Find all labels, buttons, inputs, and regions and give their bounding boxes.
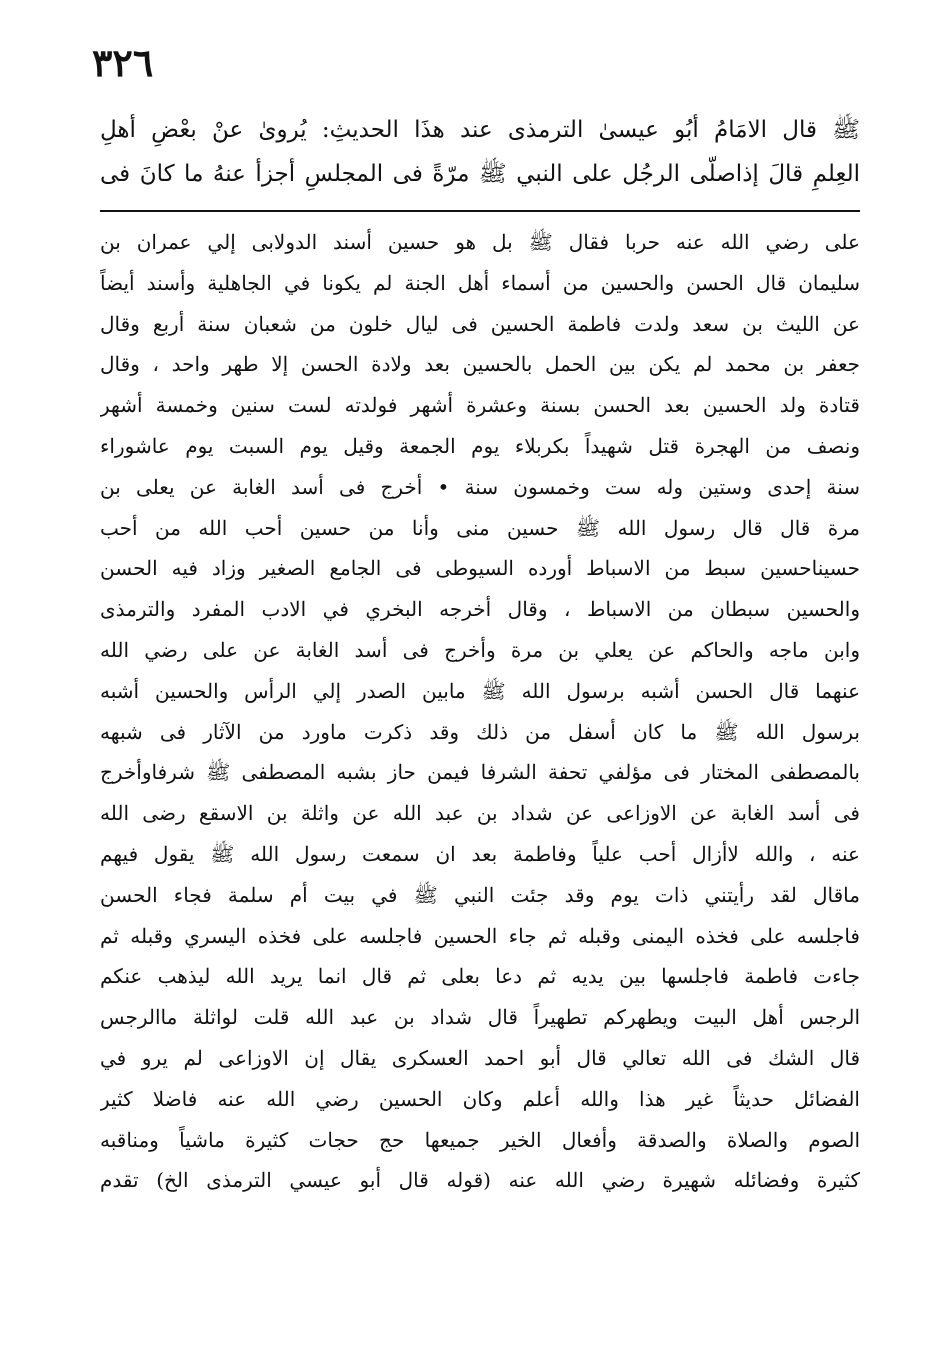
commentary-line: الفضائل حديثاً غير هذا والله أعلم وكان الحسين رضي الله عنه فاضلا كثير [100, 1086, 860, 1111]
matn-text-block [100, 108, 860, 196]
commentary-line: قال الشك فى الله تعالي قال أبو احمد العسكرى يقال إن الاوزاعى لم يرو في [100, 1045, 860, 1070]
commentary-line: كثيرة وفضائله شهيرة رضي الله عنه (قوله قال أبو عيسي الترمذى الخ) تقدم [100, 1168, 860, 1193]
commentary-line: عنهما قال الحسن أشبه برسول الله ﷺ مابين الصدر إلي الرأس والحسين أشبه [100, 678, 860, 703]
commentary-line: بالمصطفى المختار فى مؤلفي تحفة الشرفا فيمن حاز بشبه المصطفى ﷺ شرفاوأخرج [100, 760, 860, 785]
commentary-line: ونصف من الهجرة قتل شهيداً بكربلاء يوم الجمعة وقيل يوم السبت يوم عاشوراء [100, 433, 860, 458]
commentary-line: فاجلسه على فخذه اليمنى وقبله ثم جاء الحسين فاجلسه على فخذه اليسري وقبله ثم [100, 923, 860, 948]
commentary-line: وابن ماجه والحاكم عن يعلي بن مرة وأخرج فى أسد الغابة عن على رضي الله [100, 637, 860, 662]
commentary-line: الرجس أهل البيت ويطهركم تطهيراً قال شداد بن عبد الله قلت لواثلة ماالرجس [100, 1005, 860, 1030]
separator-rule [100, 210, 860, 212]
commentary-line: برسول الله ﷺ ما كان أسفل من ذلك وقد ذكرت ماورد من الآثار فى شبهه [100, 719, 860, 744]
commentary-line: عنه ، والله لاأزال أحب علياً وفاطمة بعد ان سمعت رسول الله ﷺ يقول فيهم [100, 841, 860, 866]
commentary-line: فى أسد الغابة عن الاوزاعى عن شداد بن عبد الله عن واثلة بن الاسقع رضى الله [100, 801, 860, 826]
page-number: ٣٢٦ [92, 40, 154, 85]
commentary-line: مرة قال قال رسول الله ﷺ حسين منى وأنا من حسين أحب الله من أحب [100, 515, 860, 540]
commentary-line: جاءت فاطمة فاجلسها بين يديه ثم دعا بعلى ثم قال انما يريد الله ليذهب عنكم [100, 964, 860, 989]
commentary-line: قتادة ولد الحسين بعد الحسن بسنة وعشرة أشهر فولدته لست سنين وخمسة أشهر [100, 393, 860, 418]
commentary-line: جعفر بن محمد لم يكن بين الحمل بالحسين بعد ولادة الحسن إلا طهر واحد ، وقال [100, 352, 860, 377]
commentary-line: والحسين سبطان من الاسباط ، وقال أخرجه البخري في الادب المفرد والترمذى [100, 597, 860, 622]
commentary-line: حسيناحسين سبط من الاسباط أورده السيوطى فى الجامع الصغير وزاد فيه الحسن [100, 556, 860, 581]
commentary-line: سنة إحدى وستين وله ست وخمسون سنة • أخرج فى أسد الغابة عن يعلى بن [100, 474, 860, 499]
commentary-line: على رضي الله عنه حربا فقال ﷺ بل هو حسين أسند الدولابى إلي عمران بن [100, 230, 860, 254]
matn-line: العِلمِ قالَ إذاصلّى الرجُل على النبي ﷺ مرّةً فى المجلسِ أجزأ عنهُ ما كانَ فى [100, 161, 860, 187]
commentary-line: سليمان قال الحسن والحسين من أسماء أهل الجنة لم يكونا في الجاهلية وأسند أيضاً [100, 270, 860, 295]
commentary-line: الصوم والصلاة والصدقة وأفعال الخير جميعها حج حجات كثيرة ماشياً ومناقبه [100, 1127, 860, 1152]
commentary-line: ماقال لقد رأيتني ذات يوم وقد جئت النبي ﷺ في بيت أم سلمة فجاء الحسن [100, 882, 860, 907]
commentary-line: عن الليث بن سعد ولدت فاطمة الحسين فى ليال خلون من شعبان سنة أربع وقال [100, 311, 860, 336]
matn-line: ﷺ قال الامَامُ أبُو عيسىٰ الترمذى عند هذَا الحديثِ: يُروىٰ عنْ بعْضِ أهلِ [100, 117, 860, 143]
commentary-text-block [100, 222, 860, 1201]
